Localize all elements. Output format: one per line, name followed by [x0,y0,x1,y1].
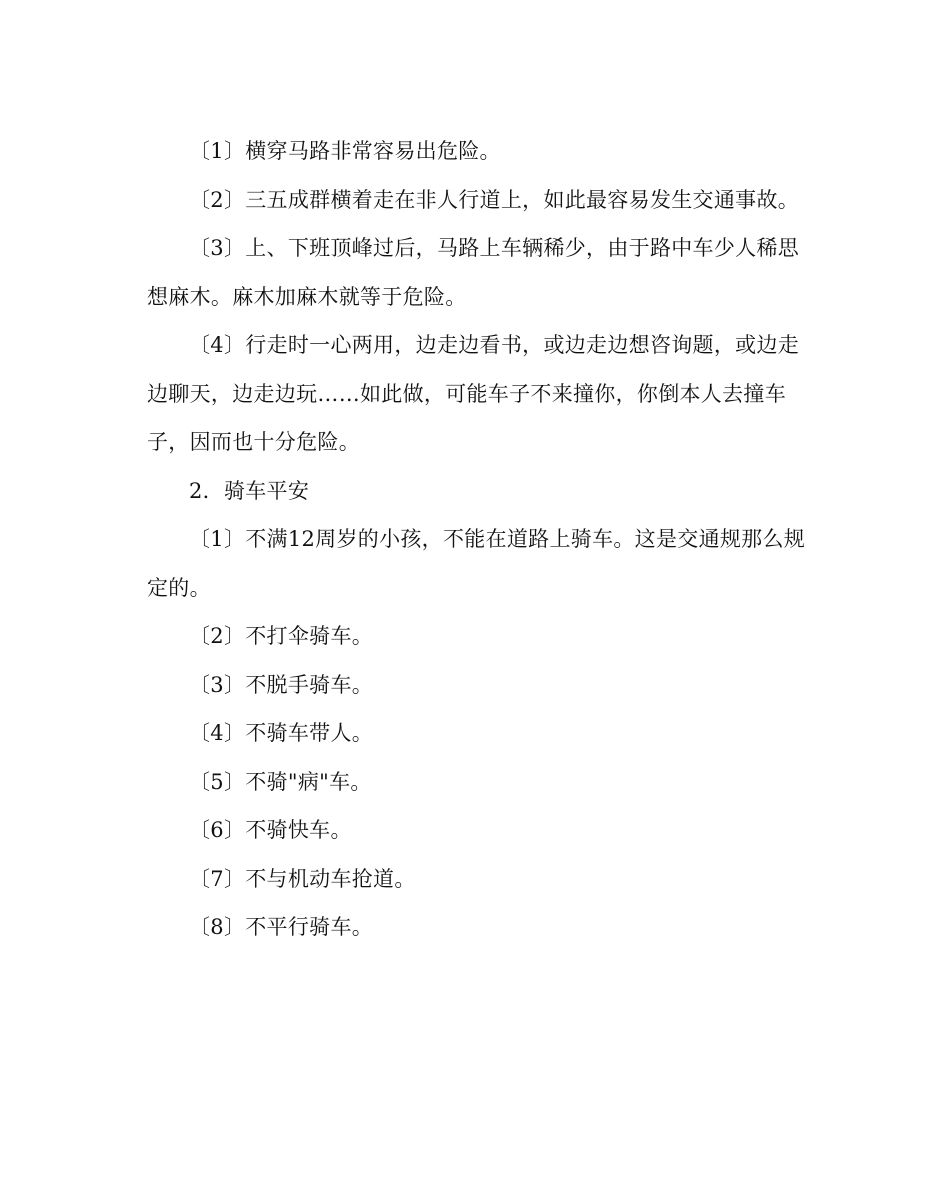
paragraph-walking-3: 〔3〕上、下班顶峰过后，马路上车辆稀少，由于路中车少人稀思想麻木。麻木加麻木就等于危险。 [147,236,800,309]
paragraph-cycling-6: 〔6〕不骑快车。 [189,818,352,842]
paragraph-cycling-5: 〔5〕不骑"病"车。 [189,769,372,794]
paragraph-cycling-1: 〔1〕不满12周岁的小孩，不能在道路上骑车。这是交通规那么规定的。 [147,527,806,600]
paragraph-cycling-7: 〔7〕不与机动车抢道。 [189,866,416,891]
paragraph-cycling-3: 〔3〕不脱手骑车。 [189,672,374,697]
paragraph-walking-2: 〔2〕三五成群横着走在非人行道上，如此最容易发生交通事故。 [189,187,800,212]
document-body [147,127,807,952]
paragraph-cycling-8: 〔8〕不平行骑车。 [189,915,374,939]
section-heading-cycling: 2．骑车平安 [189,478,310,503]
paragraph-cycling-2: 〔2〕不打伞骑车。 [189,624,374,648]
paragraph-walking-4: 〔4〕行走时一心两用，边走边看书，或边走边想咨询题，或边走边聊天，边走边玩……如此做，可能车子不来撞你，你倒本人去撞车子，因而也十分危险。 [147,333,800,454]
paragraph-cycling-4: 〔4〕不骑车带人。 [189,721,374,745]
paragraph-walking-1: 〔1〕横穿马路非常容易出危险。 [189,139,501,163]
